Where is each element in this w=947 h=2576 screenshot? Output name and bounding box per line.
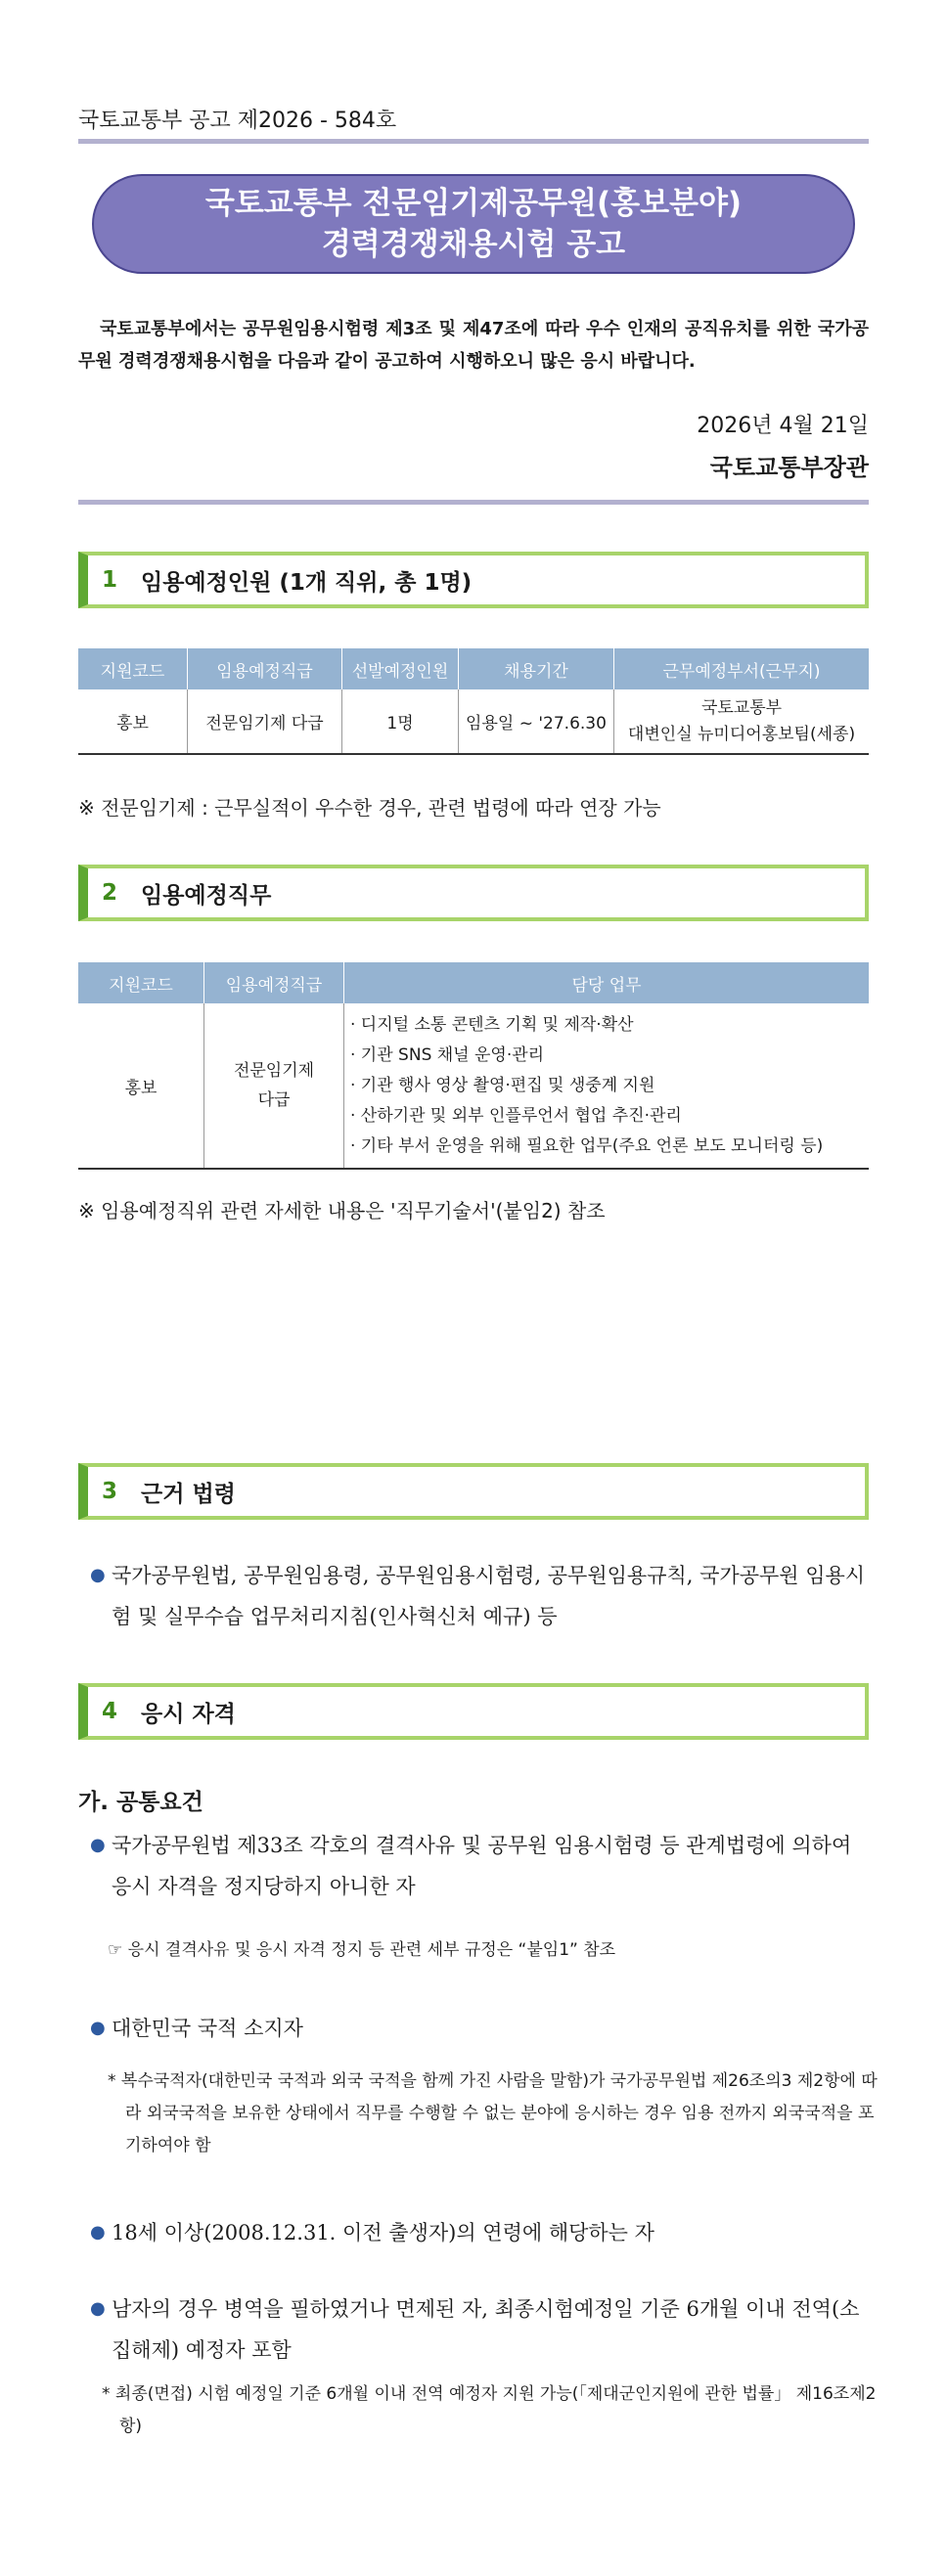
- table-header: 담당 업무: [344, 962, 870, 1003]
- table-header: 임용예정직급: [204, 962, 344, 1003]
- section-number: 1: [102, 567, 118, 593]
- duty-item: · 디지털 소통 콘텐츠 기획 및 제작·확산: [350, 1014, 634, 1035]
- table-cell: 전문임기제 다급: [188, 689, 342, 754]
- duty-item: · 기타 부서 운영을 위해 필요한 업무(주요 언론 보도 모니터링 등): [350, 1135, 824, 1156]
- section-1-header: [78, 552, 869, 608]
- bullet-icon: ●: [90, 2018, 106, 2038]
- law-bullet: [90, 1555, 869, 1637]
- title-line-1: 국토교통부 전문임기제공무원(홍보분야): [204, 186, 743, 221]
- title-banner: [92, 174, 855, 274]
- bullet-icon: ●: [90, 1835, 106, 1855]
- requirement-1: [90, 1825, 869, 1907]
- bullet-icon: ●: [90, 2222, 106, 2243]
- divider: [78, 500, 869, 505]
- requirement-2-note: * 복수국적자(대한민국 국적과 외국 국적을 함께 가진 사람을 말함)가 국가공무원법 제26조의3 제2항에 따라 외국국적을 보유한 상태에서 직무를 수행할 수 없는 분야에 응시하는 경우 임용 전까지 외국국적을 포기하여야 함: [108, 2071, 878, 2155]
- issuer: 국토교통부장관: [709, 454, 869, 481]
- table-cell: [204, 1003, 344, 1169]
- duties-table: [78, 962, 869, 1170]
- notice-date: 2026년 4월 21일: [697, 414, 869, 438]
- section-title: 응시 자격: [141, 1701, 236, 1727]
- section-title: 임용예정인원 (1개 직위, 총 1명): [141, 569, 473, 596]
- law-text: 국가공무원법, 공무원임용령, 공무원임용시험령, 공무원임용규칙, 국가공무원 임용시험 및 실무수습 업무처리지침(인사혁신처 예규) 등: [112, 1564, 866, 1628]
- section-number: 3: [102, 1479, 118, 1504]
- note-job-description: ※ 임용예정직위 관련 자세한 내용은 '직무기술서'(붙임2) 참조: [78, 1199, 606, 1222]
- table-header: 지원코드: [78, 962, 204, 1003]
- bullet-icon: ●: [90, 2298, 106, 2319]
- dept-line-2: 대변인실 뉴미디어홍보팀(세종): [627, 724, 856, 744]
- divider: [78, 139, 869, 144]
- table-header: 근무예정부서(근무지): [614, 648, 870, 689]
- table-cell: [614, 689, 870, 754]
- title-line-2: 경력경쟁채용시험 공고: [321, 227, 626, 262]
- duty-item: · 산하기관 및 외부 인플루언서 협업 추진·관리: [350, 1105, 682, 1126]
- note-term: ※ 전문임기제 : 근무실적이 우수한 경우, 관련 법령에 따라 연장 가능: [78, 796, 661, 820]
- bullet-icon: ●: [90, 1565, 106, 1585]
- table-header: 지원코드: [78, 648, 188, 689]
- requirement-2: [90, 2008, 869, 2049]
- requirement-3: [90, 2212, 869, 2253]
- table-header: 선발예정인원: [342, 648, 459, 689]
- duty-item: · 기관 행사 영상 촬영·편집 및 생중계 지원: [350, 1075, 655, 1095]
- common-requirements-heading: 가. 공통요건: [78, 1790, 203, 1815]
- requirement-1-note: ☞ 응시 결격사유 및 응시 자격 정지 등 관련 세부 규정은 “붙임1” 참조: [108, 1940, 616, 1960]
- requirement-text: 남자의 경우 병역을 필하였거나 면제된 자, 최종시험예정일 기준 6개월 이내 전역(소집해제) 예정자 포함: [112, 2297, 860, 2362]
- table-cell: 1명: [342, 689, 459, 754]
- requirement-4: [90, 2288, 869, 2371]
- section-number: 2: [102, 880, 118, 906]
- intro-paragraph: 국토교통부에서는 공무원임용시험령 제3조 및 제47조에 따라 우수 인재의 공직유치를 위한 국가공무원 경력경쟁채용시험을 다음과 같이 공고하여 시행하오니 많은 응시 바랍니다.: [78, 319, 869, 372]
- section-3-header: [78, 1463, 869, 1520]
- dept-line-1: 국토교통부: [700, 697, 783, 718]
- section-number: 4: [102, 1699, 118, 1724]
- requirement-text: 대한민국 국적 소지자: [112, 2017, 303, 2040]
- table-header: 임용예정직급: [188, 648, 342, 689]
- grade-line-2: 다급: [257, 1090, 291, 1110]
- table-cell: 홍보: [78, 689, 188, 754]
- requirement-text: 18세 이상(2008.12.31. 이전 출생자)의 연령에 해당하는 자: [112, 2221, 654, 2244]
- section-title: 근거 법령: [141, 1481, 236, 1507]
- table-header: 채용기간: [459, 648, 614, 689]
- positions-table: [78, 648, 869, 755]
- section-4-header: [78, 1683, 869, 1740]
- section-2-header: [78, 865, 869, 921]
- section-title: 임용예정직무: [141, 882, 272, 909]
- notice-number: 국토교통부 공고 제2026 - 584호: [78, 109, 397, 133]
- grade-line-1: 전문임기제: [233, 1061, 315, 1081]
- duty-item: · 기관 SNS 채널 운영·관리: [350, 1044, 545, 1065]
- table-cell: 홍보: [78, 1003, 204, 1169]
- requirement-4-note: * 최종(면접) 시험 예정일 기준 6개월 이내 전역 예정자 지원 가능(「제대군인지원에 관한 법률」 제16조제2항): [102, 2384, 877, 2436]
- duties-cell: [344, 1003, 870, 1169]
- requirement-text: 국가공무원법 제33조 각호의 결격사유 및 공무원 임용시험령 등 관계법령에 의하여 응시 자격을 정지당하지 아니한 자: [112, 1834, 852, 1898]
- table-cell: 임용일 ~ '27.6.30: [459, 689, 614, 754]
